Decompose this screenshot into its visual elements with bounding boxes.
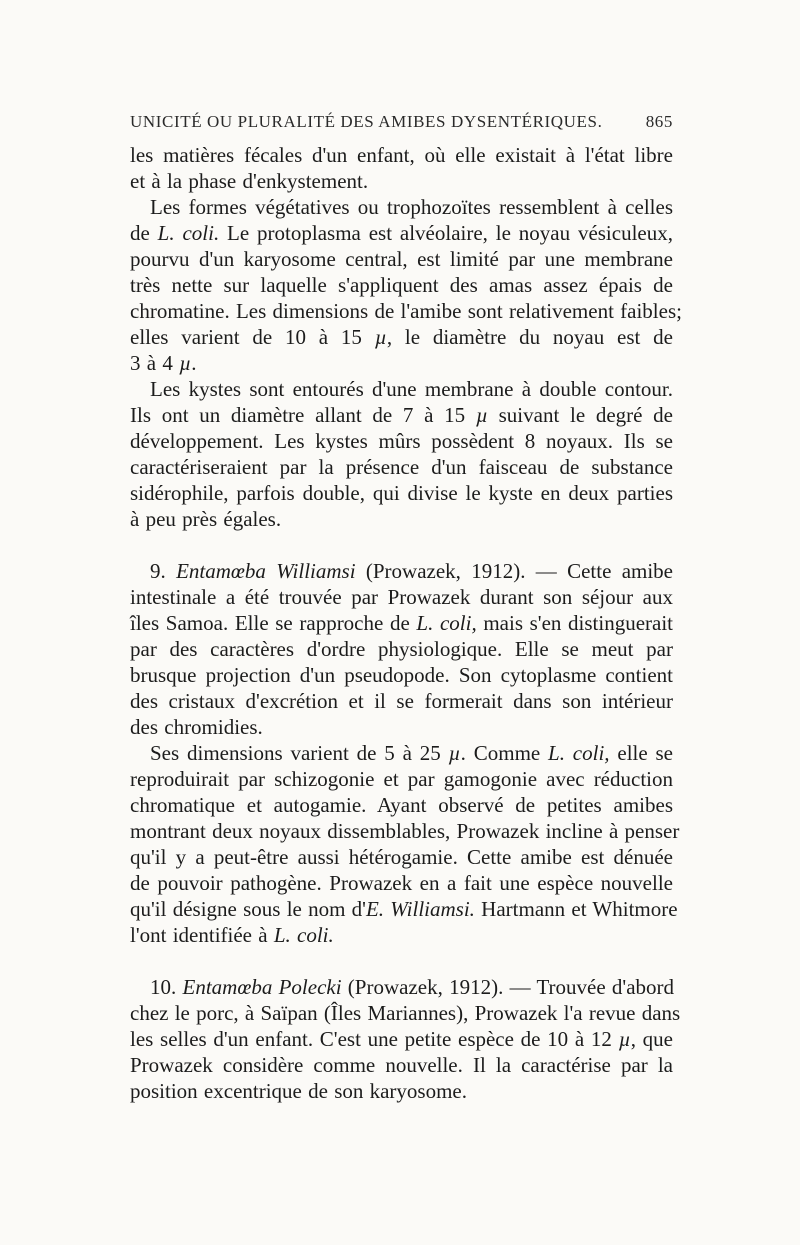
- text-line: des chromidies.: [130, 715, 263, 739]
- text-line: qu'il désigne sous le nom d'E. Williamsi. Hartmann et Whitmore: [130, 897, 678, 921]
- paragraph-4: [130, 558, 673, 740]
- running-title: UNICITÉ OU PLURALITÉ DES AMIBES DYSENTÉRIQUES.: [130, 112, 603, 131]
- paragraph-3: [130, 376, 673, 532]
- text-line: îles Samoa. Elle se rapproche de L. coli, mais s'en distinguerait: [130, 611, 673, 635]
- text-line: chromatique et autogamie. Ayant observé de petites amibes: [130, 793, 673, 817]
- text-line: Les formes végétatives ou trophozoïtes ressemblent à celles: [150, 195, 673, 219]
- species-name: Entamœba Polecki: [182, 975, 342, 999]
- species-name: L. coli.: [157, 221, 220, 245]
- text-line: intestinale a été trouvée par Prowazek durant son séjour aux: [130, 585, 673, 609]
- text-line: développement. Les kystes mûrs possèdent 8 noyaux. Ils se: [130, 429, 673, 453]
- micron-symbol: µ: [179, 351, 192, 375]
- species-name: L. coli.: [273, 923, 334, 947]
- section-heading-line: 10. Entamœba Polecki (Prowazek, 1912). — Trouvée d'abord: [150, 975, 675, 999]
- page: [130, 112, 682, 1104]
- text-line: montrant deux noyaux dissemblables, Prowazek incline à penser: [130, 819, 680, 843]
- running-header: [130, 112, 673, 132]
- text-line: des cristaux d'excrétion et il se formerait dans son intérieur: [130, 689, 673, 713]
- text-line: chromatine. Les dimensions de l'amibe sont relativement faibles;: [130, 299, 682, 323]
- paragraph-6: [130, 974, 681, 1104]
- text-line: l'ont identifiée à L. coli.: [130, 923, 334, 947]
- text-line: Prowazek considère comme nouvelle. Il la caractérise par la: [130, 1053, 673, 1077]
- text-line: chez le porc, à Saïpan (Îles Mariannes), Prowazek l'a revue dans: [130, 1001, 681, 1025]
- species-name: E. Williamsi.: [365, 897, 475, 921]
- micron-symbol: µ: [448, 741, 461, 765]
- text-line: Les kystes sont entourés d'une membrane à double contour.: [150, 377, 673, 401]
- text-line: très nette sur laquelle s'appliquent des amas assez épais de: [130, 273, 673, 297]
- paragraph-1: [130, 142, 673, 194]
- micron-symbol: µ: [618, 1027, 631, 1051]
- text-line: sidérophile, parfois double, qui divise le kyste en deux parties: [130, 481, 673, 505]
- text-line: pourvu d'un karyosome central, est limité par une membrane: [130, 247, 673, 271]
- text-line: position excentrique de son karyosome.: [130, 1079, 468, 1103]
- text-line: de pouvoir pathogène. Prowazek en a fait une espèce nouvelle: [130, 871, 673, 895]
- text-line: reproduirait par schizogonie et par gamogonie avec réduction: [130, 767, 673, 791]
- text-line: de L. coli. Le protoplasma est alvéolaire, le noyau vésiculeux,: [130, 221, 673, 245]
- text-line: Ses dimensions varient de 5 à 25 µ. Comme L. coli, elle se: [150, 741, 673, 765]
- paragraph-2: [130, 194, 682, 376]
- text-line: Ils ont un diamètre allant de 7 à 15 µ suivant le degré de: [130, 403, 673, 427]
- micron-symbol: µ: [475, 403, 488, 427]
- text-line: brusque projection d'un pseudopode. Son cytoplasme contient: [130, 663, 673, 687]
- text-line: qu'il y a peut-être aussi hétérogamie. Cette amibe est dénuée: [130, 845, 673, 869]
- text-line: caractériseraient par la présence d'un faisceau de substance: [130, 455, 673, 479]
- paragraph-5: [130, 740, 680, 948]
- species-name: Entamœba Williamsi: [176, 559, 356, 583]
- page-number: 865: [645, 112, 673, 131]
- text-line: 3 à 4 µ.: [130, 351, 197, 375]
- text-line: les matières fécales d'un enfant, où elle existait à l'état libre: [130, 143, 673, 167]
- micron-symbol: µ: [374, 325, 387, 349]
- text-line: et à la phase d'enkystement.: [130, 169, 369, 193]
- section-heading-line: 9. Entamœba Williamsi (Prowazek, 1912). — Cette amibe: [150, 559, 674, 583]
- text-line: par des caractères d'ordre physiologique. Elle se meut par: [130, 637, 673, 661]
- text-line: à peu près égales.: [130, 507, 282, 531]
- text-line: les selles d'un enfant. C'est une petite espèce de 10 à 12 µ, que: [130, 1027, 673, 1051]
- species-name: L. coli,: [416, 611, 477, 635]
- species-name: L. coli,: [548, 741, 610, 765]
- text-line: elles varient de 10 à 15 µ, le diamètre du noyau est de: [130, 325, 673, 349]
